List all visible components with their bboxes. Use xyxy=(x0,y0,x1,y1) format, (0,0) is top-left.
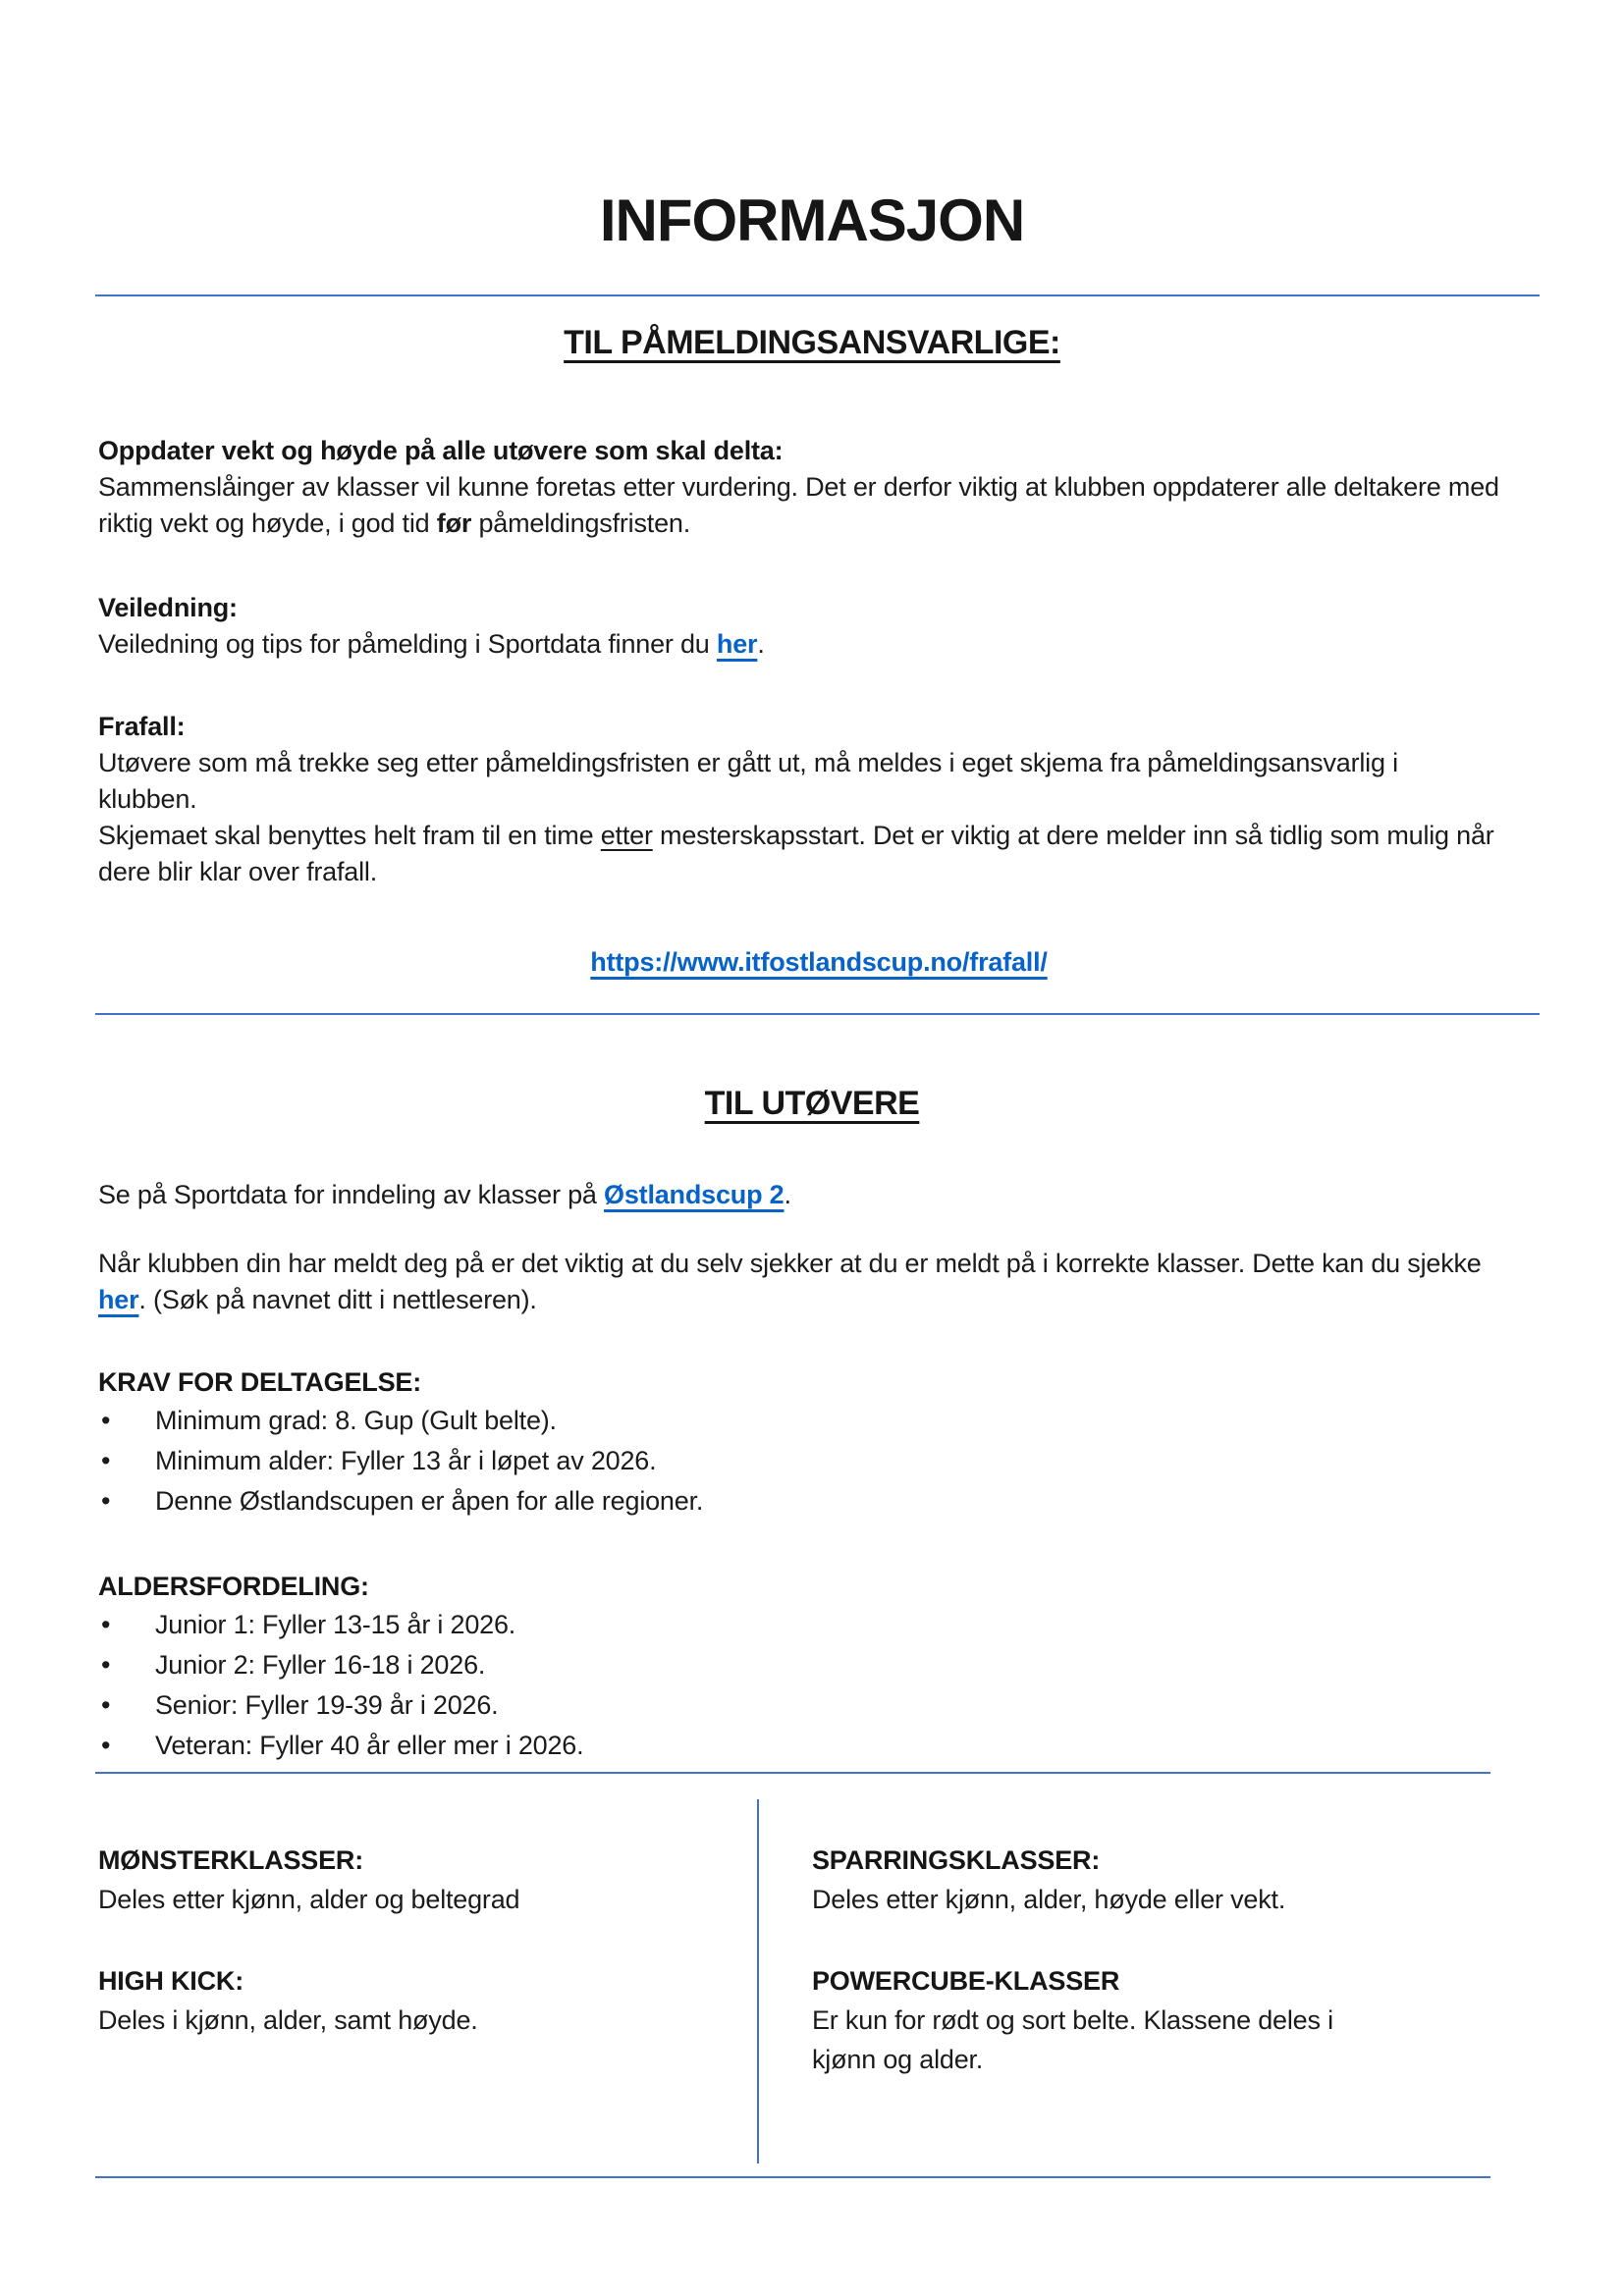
column-divider xyxy=(757,1799,759,2163)
withdrawal-para2-post: mesterskapsstart. Det er viktig at dere melder inn så tidlig som mulig når dere blir klar over frafall. xyxy=(98,821,1494,886)
age-groups-title: ALDERSFORDELING: xyxy=(98,1572,369,1601)
withdrawal-para2-underlined: etter xyxy=(600,821,653,850)
class-column-left xyxy=(95,1774,757,2176)
update-weight-text xyxy=(98,469,1502,542)
ostlandscup2-link[interactable]: Østlandscup 2 xyxy=(604,1180,785,1209)
section-heading-athletes: TIL UTØVERE xyxy=(704,1085,920,1122)
update-weight-title: Oppdater vekt og høyde på alle utøvere som skal delta: xyxy=(98,436,784,465)
age-group-item: • Junior 1: Fyller 13-15 år i 2026. xyxy=(0,1605,1624,1645)
page-title: INFORMASJON xyxy=(599,187,1025,253)
class-block-body: Deles i kjønn, alder, samt høyde. xyxy=(98,2005,478,2035)
class-block-title: MØNSTERKLASSER: xyxy=(98,1845,364,1875)
requirement-item: • Minimum grad: 8. Gup (Gult belte). xyxy=(0,1401,1624,1441)
guide-text xyxy=(98,626,1502,663)
age-groups-header xyxy=(98,1569,1540,1605)
age-groups-list xyxy=(0,1605,1624,1766)
withdrawal-para1: Utøvere som må trekke seg etter påmeldingsfristen er gått ut, må meldes i eget skjema fra påmeldingsansvarlig i klubben. xyxy=(98,748,1398,814)
check-line-post: . (Søk på navnet ditt i nettleseren). xyxy=(138,1285,537,1314)
class-block-powercube xyxy=(812,1962,1490,2079)
withdrawal-para2 xyxy=(98,818,1502,890)
age-group-item: • Senior: Fyller 19-39 år i 2026. xyxy=(0,1685,1624,1726)
withdrawal-url-link[interactable]: https://www.itfostlandscup.no/frafall/ xyxy=(590,947,1048,977)
guide-text-pre: Veiledning og tips for påmelding i Sportdata finner du xyxy=(98,629,717,659)
update-weight-text-bold: før xyxy=(436,508,472,538)
class-block-title: POWERCUBE-KLASSER xyxy=(812,1966,1120,1996)
age-group-item: • Junior 2: Fyller 16-18 i 2026. xyxy=(0,1645,1624,1685)
age-group-item: • Veteran: Fyller 40 år eller mer i 2026. xyxy=(0,1726,1624,1766)
classes-line xyxy=(98,1177,1502,1213)
class-block-title: HIGH KICK: xyxy=(98,1966,244,1996)
section-heading-registrars: TIL PÅMELDINGSANSVARLIGE: xyxy=(564,324,1060,361)
class-types-table xyxy=(95,1772,1490,2178)
divider-top xyxy=(95,294,1540,296)
withdrawal-url-line xyxy=(98,944,1540,981)
class-block-sparring xyxy=(812,1842,1490,1919)
class-column-right xyxy=(757,1774,1490,2176)
withdrawal-para2-pre: Skjemaet skal benyttes helt fram til en time xyxy=(98,821,601,850)
class-block-title: SPARRINGSKLASSER: xyxy=(812,1845,1101,1875)
guide-title: Veiledning: xyxy=(98,593,238,622)
withdrawal-title: Frafall: xyxy=(98,712,186,741)
class-block-body: Er kun for rødt og sort belte. Klassene deles i kjønn og alder. xyxy=(812,2005,1333,2074)
guide-text-post: . xyxy=(757,629,765,659)
check-line xyxy=(98,1246,1502,1318)
requirements-title: KRAV FOR DELTAGELSE: xyxy=(98,1367,421,1397)
class-block-body: Deles etter kjønn, alder og beltegrad xyxy=(98,1885,520,1914)
update-weight-text-pre: Sammenslåinger av klasser vil kunne foretas etter vurdering. Det er derfor viktig at klubben oppdaterer alle deltakere med riktig vekt og høyde, i god tid xyxy=(98,472,1499,538)
class-block-highkick xyxy=(98,1962,757,2040)
divider-middle xyxy=(95,1013,1540,1015)
classes-line-pre: Se på Sportdata for inndeling av klasser på xyxy=(98,1180,605,1209)
check-here-link[interactable]: her xyxy=(98,1285,139,1314)
class-block-body: Deles etter kjønn, alder, høyde eller vekt. xyxy=(812,1885,1286,1914)
section-athletes xyxy=(98,1177,1540,1401)
requirement-item: • Denne Østlandscupen er åpen for alle regioner. xyxy=(0,1481,1624,1522)
requirements-list xyxy=(0,1401,1624,1522)
classes-line-post: . xyxy=(784,1180,791,1209)
requirement-item: • Minimum alder: Fyller 13 år i løpet av 2026. xyxy=(0,1441,1624,1481)
check-line-pre: Når klubben din har meldt deg på er det viktig at du selv sjekker at du er meldt på i korrekte klasser. Dette kan du sjekke xyxy=(98,1249,1482,1278)
class-block-monster xyxy=(98,1842,757,1919)
guide-here-link[interactable]: her xyxy=(716,629,758,659)
section-registrars xyxy=(98,433,1540,981)
update-weight-text-post: påmeldingsfristen. xyxy=(471,508,691,538)
